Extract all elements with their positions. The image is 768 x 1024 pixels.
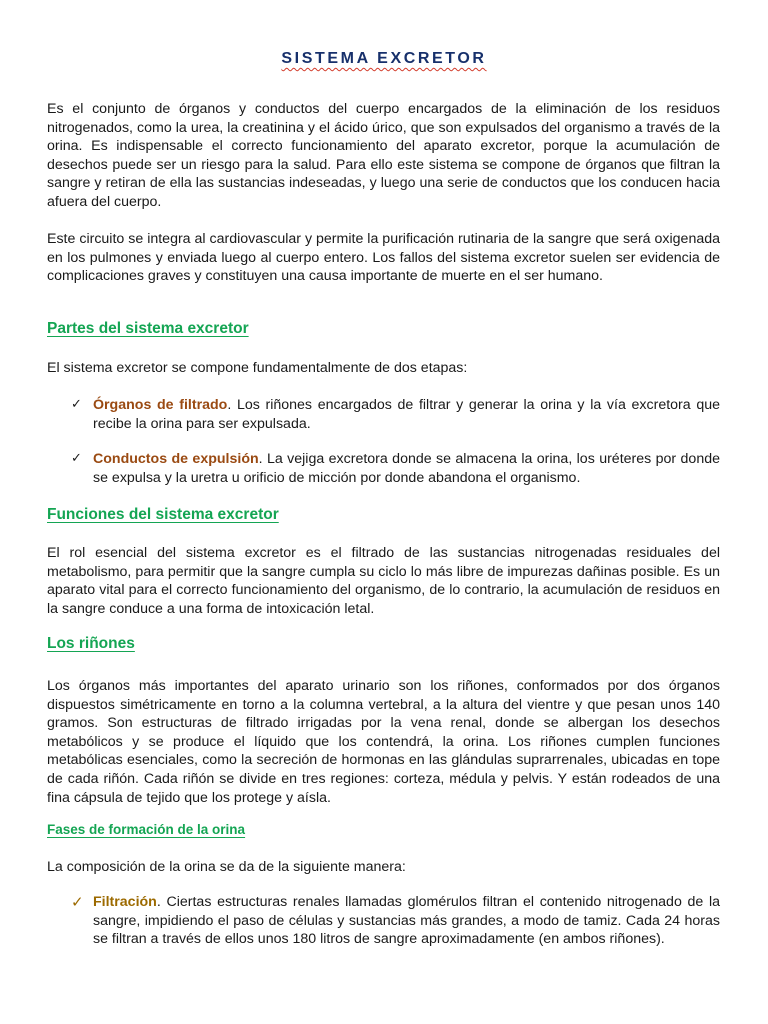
section-heading-rinones: Los riñones bbox=[47, 635, 135, 652]
list-item bbox=[93, 396, 720, 433]
fases-lead: La composición de la orina se da de la siguiente manera: bbox=[47, 859, 406, 875]
check-mark-icon: ✓ bbox=[71, 396, 82, 411]
page-title-text: SISTEMA EXCRETOR bbox=[281, 50, 487, 67]
section-heading-fases: Fases de formación de la orina bbox=[47, 822, 246, 837]
item-term: Órganos de filtrado bbox=[93, 397, 228, 413]
list-item bbox=[93, 450, 720, 487]
check-mark-icon: ✓ bbox=[71, 894, 84, 911]
section-heading-partes: Partes del sistema excretor bbox=[47, 320, 249, 337]
item-text: . La vejiga excretora donde se almacena la orina, los uréteres por donde se expulsa y la uretra u orificio de micción por donde abandona el organismo. bbox=[93, 451, 720, 486]
partes-lead: El sistema excretor se compone fundamentalmente de dos etapas: bbox=[47, 360, 468, 376]
page-title bbox=[0, 50, 768, 68]
item-text: . Ciertas estructuras renales llamadas glomérulos filtran el contenido nitrogenado de la sangre, impidiendo el paso de células y sustancias más grandes, a modo de tamiz. Cada 24 horas se filtran a través de ellos unos 180 litros de sangre aproximadamente (en ambos riñones). bbox=[93, 894, 720, 948]
item-term: Conductos de expulsión bbox=[93, 451, 259, 467]
section-heading-funciones: Funciones del sistema excretor bbox=[47, 506, 279, 523]
intro-paragraph-1: Es el conjunto de órganos y conductos del cuerpo encargados de la eliminación de los residuos nitrogenados, como la urea, la creatinina y el ácido úrico, que son expulsados del organismo a través de la orina. Es indispensable el correcto funcionamiento del aparato excretor, porque la acumulación de desechos puede ser un riesgo para la salud. Para ello este sistema se compone de órganos que filtran la sangre y retiran de ella las sustancias indeseadas, y luego una serie de conductos que los conducen hacia afuera del cuerpo. bbox=[47, 101, 720, 210]
list-item bbox=[93, 893, 720, 949]
check-mark-icon: ✓ bbox=[71, 450, 82, 465]
rinones-paragraph: Los órganos más importantes del aparato urinario son los riñones, conformados por dos órganos dispuestos simétricamente en torno a la columna vertebral, a la altura del vientre y que pesan unos 140 gramos. Son estructuras de filtrado irrigadas por la vena renal, donde se albergan los desechos metabólicos y se produce el líquido que los contendrá, la orina. Los riñones cumplen funciones metabólicas esenciales, como la secreción de hormonas en las glándulas suprarrenales, ubicadas en tope de cada riñón. Cada riñón se divide en tres regiones: corteza, médula y pelvis. Y están rodeados de una fina cápsula de tejido que los protege y aísla. bbox=[47, 678, 720, 806]
funciones-paragraph: El rol esencial del sistema excretor es el filtrado de las sustancias nitrogenadas residuales del metabolismo, para permitir que la sangre cumpla su ciclo lo más libre de impurezas dañinas posible. Es un aparato vital para el correcto funcionamiento del organismo, de lo contrario, la acumulación de residuos en la sangre conduce a una forma de intoxicación letal. bbox=[47, 545, 720, 617]
intro-paragraph-2: Este circuito se integra al cardiovascular y permite la purificación rutinaria de la sangre que será oxigenada en los pulmones y enviada luego al cuerpo entero. Los fallos del sistema excretor suelen ser evidencia de complicaciones graves y constituyen una causa importante de muerte en el ser humano. bbox=[47, 231, 720, 285]
item-term: Filtración bbox=[93, 894, 157, 910]
item-text: . Los riñones encargados de filtrar y generar la orina y la vía excretora que recibe la orina para ser expulsada. bbox=[93, 397, 720, 432]
